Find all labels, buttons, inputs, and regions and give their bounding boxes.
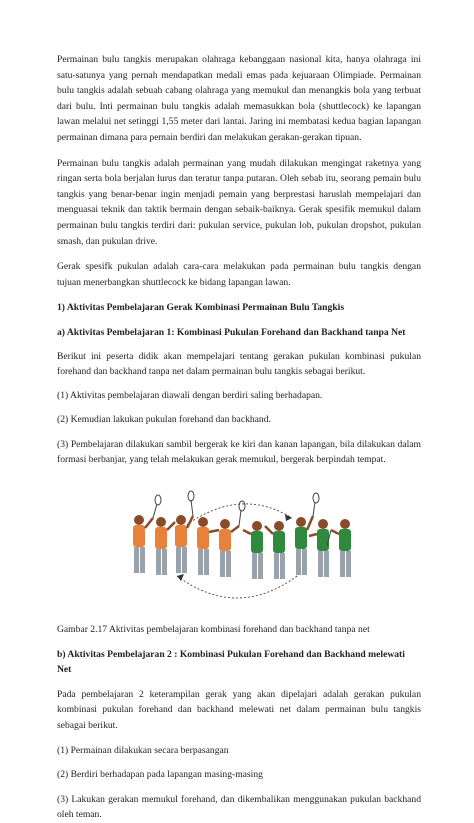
figure-caption: Gambar 2.17 Aktivitas pembelajaran kombinasi forehand dan backhand tanpa net [57,624,370,636]
figure-illustration [57,490,421,610]
definition-paragraph: Gerak spesifk pukulan adalah cara-cara melakukan pada permainan bulu tangkis dengan tujuan menerbangkan shuttlecock ke bidang lapangan lawan. [57,261,421,288]
player-right-2 [265,521,285,579]
technique-paragraph: Permainan bulu tangkis adalah permainan yang mudah dilakukan mengingat raketnya yang ringan serta bola berjalan lurus dan teratur tanpa putaran. Oleh sebab itu, seorang pemain bulu tangkis yang benar-benar ingin menjadi pemain yang berprestasi haruslah mempelajari dan menguasai teknik dan taktik bermain dengan sebaik-baiknya. Gerak spesifik memukul dalam permainan bulu tangkis terdiri dari: pukulan service, pukulan lob, pukulan dropshot, pukulan smash, dan pukulan drive. [57,157,421,247]
intro-paragraph: Permainan bulu tangkis merupakan olahraga kebanggaan nasional kita, hanya olahraga ini satu-satunya yang pernah mendapatkan medali emas pada kejuaraan Olimpiade. Permainan bulu tangkis adalah sebuah cabang olahraga yang memukul dan menangkis bola yang terbuat dari bulu. Inti permainan bulu tangkis adalah memasukkan bola (shuttlecock) ke lapangan lawan melalui net setinggi 1,55 meter dari lantai. Jaring ini membatasi kedua bagian lapangan permainan dimana para pemain berdiri dan melakukan gerakan-gerakan tipuan. [57,54,421,143]
player-left-2 [155,517,175,575]
player-left-4 [197,517,219,575]
activity1-step: (1) Aktivitas pembelajaran diawali dengan berdiri saling berhadapan. [57,389,323,401]
activity1-step: (2) Kemudian lakukan pukulan forehand dan backhand. [57,414,271,426]
document-page [57,52,421,823]
shuttle-arc-bottom [177,576,297,598]
activity1-intro: Berikut ini peserta didik akan mempelajari tentang gerakan pukulan kombinasi pukulan forehand dan backhand tanpa net dalam permainan bulu tangkis sebagai berikut. [57,350,421,378]
players-illustration [57,490,421,610]
activity2-step: (2) Berdiri berhadapan pada lapangan masing-masing [57,769,263,781]
activity2-heading: b) Aktivitas Pembelajaran 2 : Kombinasi Pukulan Forehand dan Backhand melewati Net [57,648,405,676]
player-left-5 [219,501,245,577]
activity1-step: (3) Pembelajaran dilakukan sambil bergerak ke kiri dan kanan lapangan, bila dilakukan dalam formasi berbanjar, yang telah melakukan gerak memukul, bergerak berpindah tempat. [57,438,421,466]
player-right-1 [243,521,263,579]
arrow-head [285,514,292,521]
section-heading: 1) Aktivitas Pembelajaran Gerak Kombinasi Permainan Bulu Tangkis [57,302,345,314]
activity2-step: (3) Lakukan gerakan memukul forehand, dan dikembalikan menggunakan pukulan backhand oleh teman. [57,793,421,821]
player-right-4 [309,519,329,577]
activity1-heading: a) Aktivitas Pembelajaran 1: Kombinasi Pukulan Forehand dan Backhand tanpa Net [57,326,406,338]
player-right-5 [327,519,351,577]
activity2-step: (1) Permainan dilakukan secara berpasangan [57,744,229,756]
arrow-head [177,574,184,581]
player-left-3 [175,491,194,573]
activity2-intro: Pada pembelajaran 2 keterampilan gerak yang akan dipelajari adalah gerakan pukulan kombinasi pukulan forehand dan backhand melewati net dalam permainan bulu tangkis sebagai berikut. [57,688,421,732]
